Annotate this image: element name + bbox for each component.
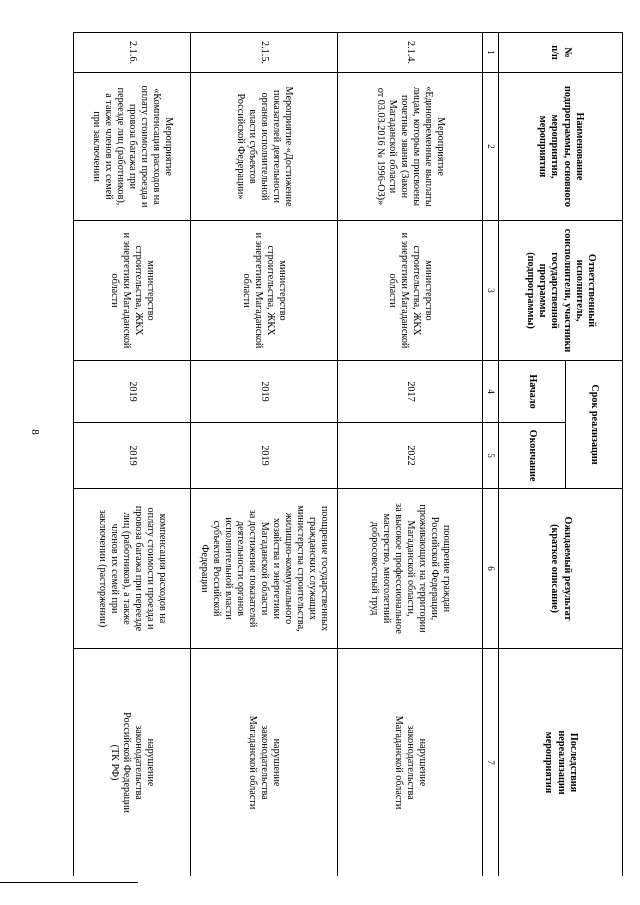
start-year: 2019 [74,361,191,423]
header-term: Срок реализации [566,361,623,489]
responsible-executor: министерство строительства, ЖКХ и энергетики Магаданской области [338,221,483,361]
header-end: Окончание [499,423,566,489]
end-year: 2019 [74,423,191,489]
activity-name: Мероприятие «Компенсация расходов на оплату стоимости проезда и провоза багажа при переезде лиц (работников), а также членов их семей при заключении [74,73,191,221]
header-number: № п/п [499,33,623,73]
header-result: Ожидаемый результат (краткое описание) [499,489,623,649]
header-consequences: Последствия нереализации мероприятия [499,649,623,876]
consequences: нарушение законодательства Магаданской области [338,649,483,876]
row-number: 2.1.4. [338,33,483,73]
expected-result: поощрение государственных гражданских служащих министерства строительства, жилищно-коммунального хозяйства и энергетики Магаданской области за достижение показателей деятельности органов исполнительной власти субъектов Российской Федерации [191,489,338,649]
consequences: нарушение законодательства Магаданской области [191,649,338,876]
column-number-row [483,33,499,877]
table-row [338,33,483,877]
end-year: 2022 [338,423,483,489]
rotated-page [73,32,623,876]
header-start: Начало [499,361,566,423]
column-number: 7 [483,649,499,876]
consequences: нарушение законодательства Российской Федерации (ТК РФ) [74,649,191,876]
column-number: 1 [483,33,499,73]
footer-rule [0,882,138,883]
expected-result: компенсация расходов на оплату стоимости проезда и провоза багажа при переезде лиц (работников), а также членов их семей при заключении (расторжении) [74,489,191,649]
header-name: Наименование подпрограммы, основного мероприятия, мероприятия [499,73,623,221]
column-number: 4 [483,361,499,423]
column-number: 6 [483,489,499,649]
table-header-row [566,33,623,877]
table-row [191,33,338,877]
activity-name: Мероприятие «Единовременные выплаты лицам, которым присвоены почетные звания (Закон Магаданской области от 03.03.2016 № 1996-ОЗ)» [338,73,483,221]
page-number: 8 [29,429,41,435]
column-number: 5 [483,423,499,489]
start-year: 2019 [191,361,338,423]
column-number: 3 [483,221,499,361]
expected-result: поощрение граждан Российской Федерации, проживающих на территории Магаданской области, за высокое профессиональное мастерство, многолетний добросовестный труд [338,489,483,649]
row-number: 2.1.6. [74,33,191,73]
end-year: 2019 [191,423,338,489]
row-number: 2.1.5. [191,33,338,73]
table-row [74,33,191,877]
responsible-executor: министерство строительства, ЖКХ и энергетики Магаданской области [191,221,338,361]
responsible-executor: министерство строительства, ЖКХ и энергетики Магаданской области [74,221,191,361]
column-number: 2 [483,73,499,221]
activity-name: Мероприятие «Достижение показателей деятельности органов исполнительной власти субъектов Российской Федерации» [191,73,338,221]
header-responsible: Ответственный исполнитель, соисполнители, участники государственной программы (подпрограммы) [499,221,623,361]
program-activities-table [73,32,623,876]
start-year: 2017 [338,361,483,423]
